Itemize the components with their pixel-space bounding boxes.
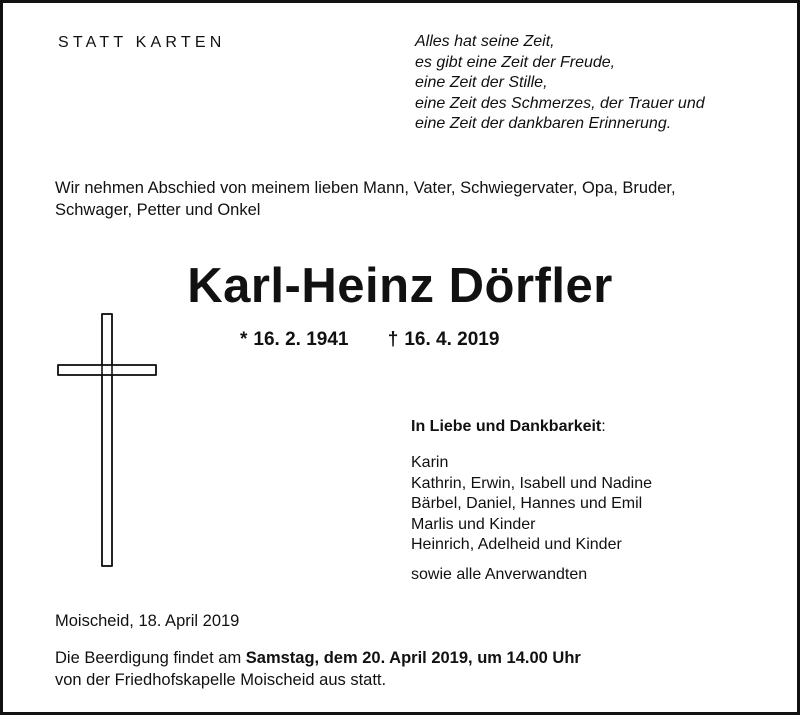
family-member: Kathrin, Erwin, Isabell und Nadine: [411, 474, 653, 492]
death-date-group: [388, 329, 500, 350]
relatives-note: sowie alle Anverwandten: [411, 566, 588, 583]
dagger-death-icon: †: [387, 329, 399, 350]
poem-line: Alles hat seine Zeit,: [415, 33, 555, 50]
cross-icon: [55, 312, 159, 568]
mourners-heading: [411, 418, 606, 436]
funeral-line-1: [55, 648, 581, 670]
birth-date: 16. 2. 1941: [253, 329, 349, 350]
poem-line: es gibt eine Zeit der Freude,: [415, 53, 616, 71]
deceased-name: Karl-Heinz Dörfler: [187, 259, 613, 313]
death-date: 16. 4. 2019: [404, 329, 500, 350]
farewell-intro: [55, 178, 775, 221]
funeral-line-2: von der Friedhofskapelle Moischeid aus statt.: [55, 670, 387, 689]
poem: [415, 32, 705, 135]
poem-line: eine Zeit der dankbaren Erinnerung.: [415, 115, 672, 132]
poem-line: eine Zeit des Schmerzes, der Trauer und: [415, 94, 705, 112]
statt-karten-label: STATT KARTEN: [58, 34, 226, 51]
funeral-info: [55, 648, 581, 691]
funeral-datetime: Samstag, dem 20. April 2019, um 14.00 Uhr: [245, 649, 581, 667]
funeral-prefix: Die Beerdigung findet am: [55, 649, 246, 667]
mourners-heading-colon: :: [601, 418, 606, 435]
intro-line: Schwager, Petter und Onkel: [55, 200, 261, 219]
asterisk-birth-icon: *: [240, 329, 248, 350]
life-dates: [240, 329, 499, 351]
intro-line: Wir nehmen Abschied von meinem lieben Mann, Vater, Schwiegervater, Opa, Bruder,: [55, 179, 676, 197]
family-member: Bärbel, Daniel, Hannes und Emil: [411, 495, 643, 512]
birth-date-group: [240, 329, 354, 350]
family-member: Heinrich, Adelheid und Kinder: [411, 536, 622, 553]
poem-line: eine Zeit der Stille,: [415, 74, 548, 91]
family-member: Karin: [411, 454, 449, 471]
family-member: Marlis und Kinder: [411, 515, 536, 533]
mourners-heading-text: In Liebe und Dankbarkeit: [411, 418, 602, 435]
family-list: [411, 453, 652, 556]
place-date: Moischeid, 18. April 2019: [55, 612, 240, 630]
